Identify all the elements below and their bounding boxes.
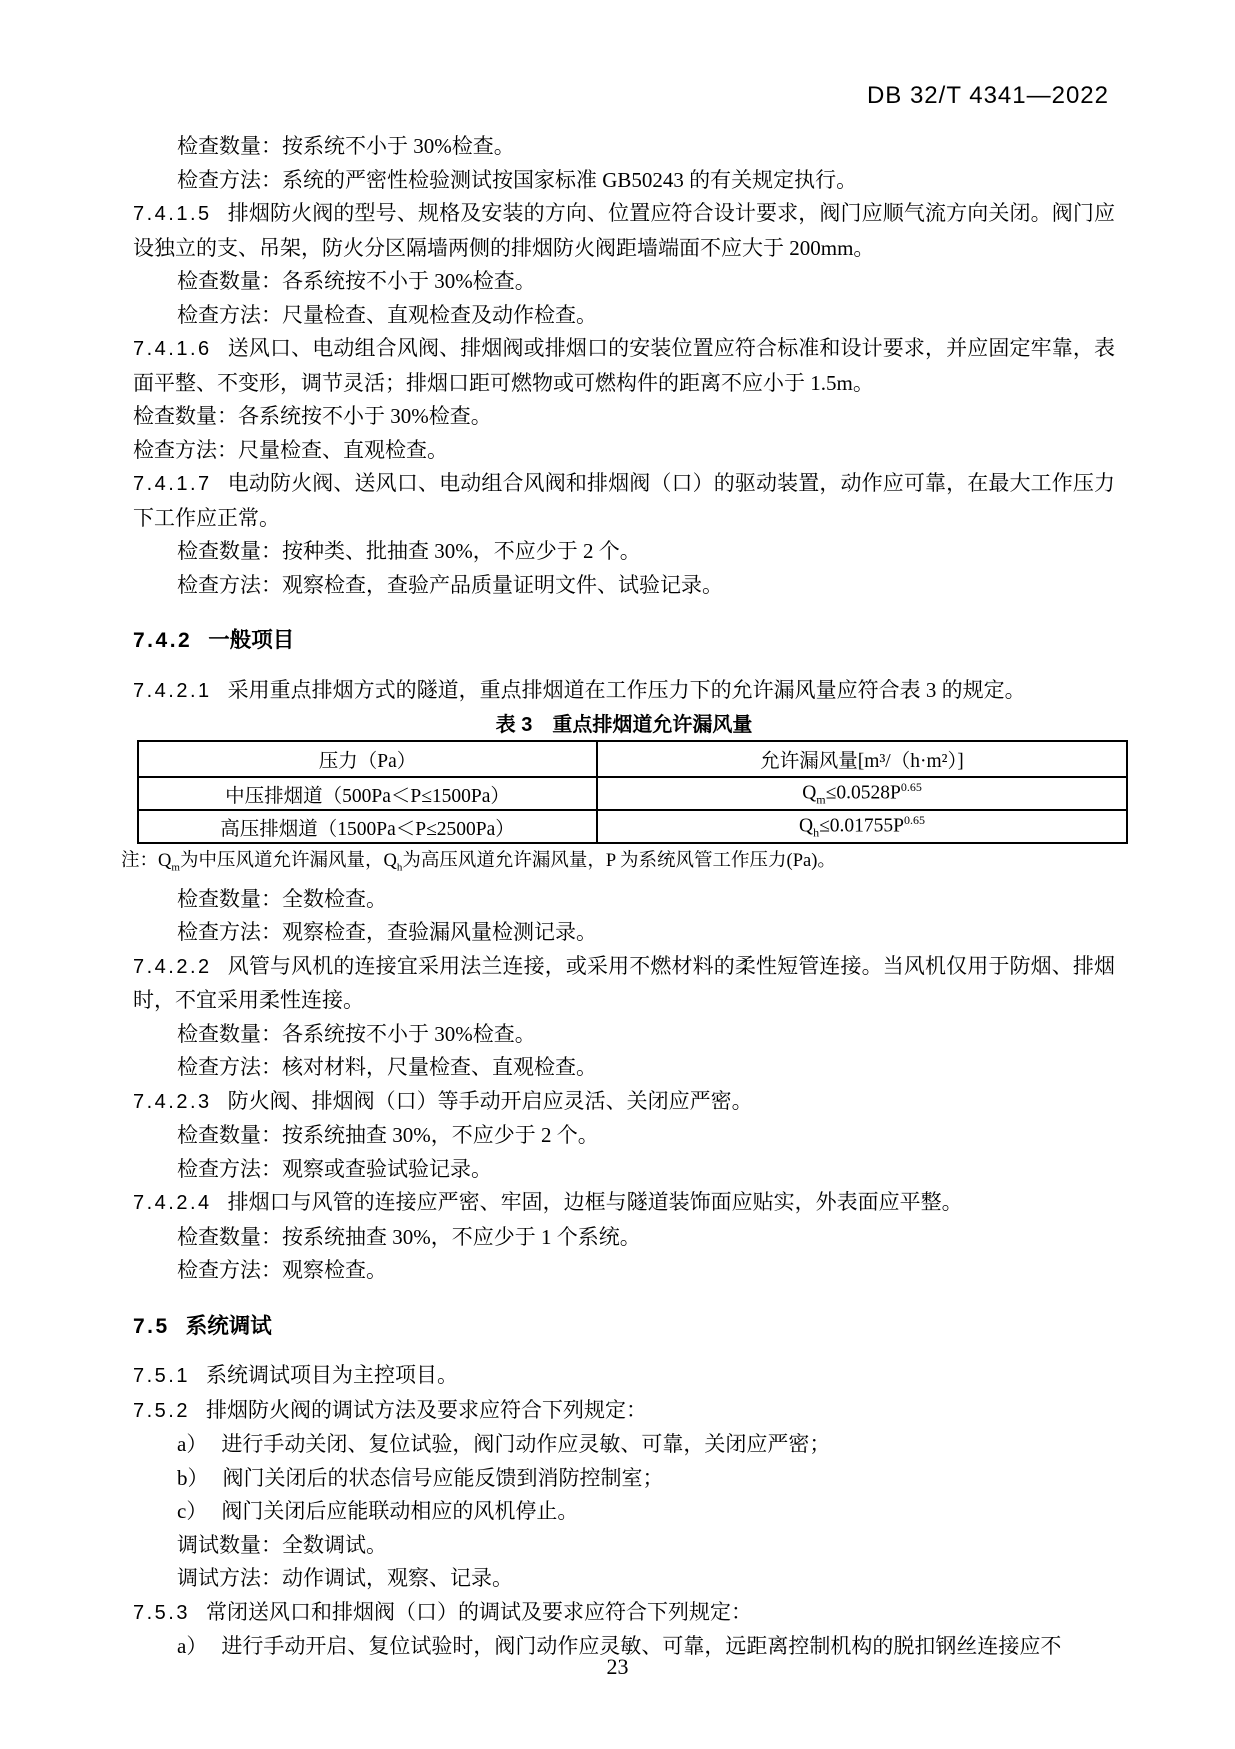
list-item-text: 进行手动开启、复位试验时，阀门动作应灵敏、可靠，远距离控制机构的脱扣钢丝连接应不 [221,1634,1062,1659]
check-quantity-line: 检查数量：各系统按不小于 30%检查。 [133,404,492,428]
clause-7423 [133,1085,1115,1120]
section-title: 一般项目 [208,628,295,652]
clause-number: 7.5.2 [133,1399,190,1422]
list-item-text: 阀门关闭后应能联动相应的风机停止。 [221,1499,579,1524]
formula-q-subscript: h [813,825,820,840]
clause-7421 [133,674,1115,709]
formula-body: ≤0.0528P [825,782,901,804]
page-number: 23 [606,1654,629,1679]
table3-row-medium-pressure [138,777,1127,810]
debug-quantity-line: 调试数量：全数调试。 [177,1532,387,1557]
section-heading-742 [133,624,1115,658]
clause-7422 [133,950,1115,1018]
list-item-c [133,1495,1115,1529]
check-quantity-line: 检查数量：各系统按不小于 30%检查。 [177,269,536,293]
clause-number: 7.4.2.1 [133,679,212,702]
clause-number: 7.4.2.4 [133,1192,212,1215]
clause-text: 常闭送风口和排烟阀（口）的调试及要求应符合下列规定： [205,1599,752,1624]
debug-method-line: 调试方法：动作调试，观察、记录。 [177,1566,513,1591]
list-item-a [133,1428,1115,1462]
note-part: 为高压风道允许漏风量，P 为系统风管工作压力(Pa)。 [402,851,836,871]
list-item-text: 阀门关闭后的状态信号应能反馈到消防控制室； [222,1465,664,1490]
clause-number: 7.4.1.7 [133,473,212,495]
clause-text: 采用重点排烟方式的隧道，重点排烟道在工作压力下的允许漏风量应符合表 3 的规定。 [227,677,1026,702]
leakage-formula-cell [597,810,1127,843]
clause-number: 7.5.3 [133,1601,190,1624]
clause-text: 排烟防火阀的型号、规格及安装的方向、位置应符合设计要求，阀门应顺气流方向关闭。阀门应设独立的支、吊架，防火分区隔墙两侧的排烟防火阀距墙端面不应大于 200mm。 [133,201,1115,260]
check-method-line: 检查方法：核对材料，尺量检查、直观检查。 [177,1055,597,1080]
list-item-text: 进行手动关闭、复位试验，阀门动作应灵敏、可靠，关闭应严密； [221,1432,831,1457]
document-code-header: DB 32/T 4341—2022 [866,82,1109,109]
check-quantity-line: 检查数量：按系统抽查 30%，不应少于 2 个。 [177,1123,599,1148]
section-number: 7.5 [133,1314,170,1338]
page-body [121,130,1115,1664]
check-quantity-line: 检查数量：各系统按不小于 30%检查。 [177,1021,536,1046]
clause-number: 7.4.2.3 [133,1090,212,1113]
clause-text: 风管与风机的连接宜采用法兰连接，或采用不燃材料的柔性短管连接。当风机仅用于防烟、排烟时，不宜采用柔性连接。 [133,953,1115,1013]
clause-text: 排烟防火阀的调试方法及要求应符合下列规定： [205,1397,647,1422]
section-heading-75 [133,1310,1115,1344]
check-quantity-line: 检查数量：按系统不小于 30%检查。 [177,134,515,158]
clause-7415 [133,197,1115,265]
note-subscript: h [396,861,403,874]
formula-body: ≤0.01755P [819,815,905,837]
list-item-label: a） [177,1432,208,1457]
note-subscript: m [171,861,180,874]
formula-q-subscript: m [816,792,826,807]
check-quantity-line: 检查数量：按种类、批抽查 30%，不应少于 2 个。 [177,539,641,563]
pressure-range-cell: 中压排烟道（500Pa＜P≤1500Pa） [138,777,597,810]
formula-exponent: 0.65 [900,779,922,794]
check-method-line: 检查方法：尺量检查、直观检查及动作检查。 [177,302,597,327]
clause-number: 7.4.1.6 [133,338,212,360]
clause-text: 排烟口与风管的连接应严密、牢固，边框与隧道装饰面应贴实，外表面应平整。 [227,1190,963,1215]
section-number: 7.4.2 [133,629,193,652]
list-item-label: b） [177,1465,209,1490]
check-method-line: 检查方法：观察检查，查验漏风量检测记录。 [177,920,597,945]
clause-number: 7.4.2.2 [133,955,212,978]
clause-text: 电动防火阀、送风口、电动组合风阀和排烟阀（口）的驱动装置，动作应可靠，在最大工作压力下工作应正常。 [133,471,1115,530]
clause-number: 7.5.1 [133,1365,190,1388]
check-quantity-line: 检查数量：按系统抽查 30%，不应少于 1 个系统。 [177,1224,641,1249]
formula-q: Q [798,815,814,837]
table3-note [121,849,1115,881]
list-item-label: c） [177,1499,208,1524]
formula-q: Q [802,782,817,804]
check-method-line: 检查方法：观察检查。 [177,1258,387,1283]
clause-7416 [133,332,1115,400]
note-part: 注：Q [121,851,172,871]
formula-exponent: 0.65 [904,812,926,827]
list-item-b [133,1462,1115,1496]
pressure-range-cell: 高压排烟道（1500Pa＜P≤2500Pa） [138,810,597,843]
clause-7424 [133,1186,1115,1221]
check-method-line: 检查方法：尺量检查、直观检查。 [133,437,448,462]
check-quantity-line: 检查数量：全数检查。 [177,886,387,911]
leakage-formula-cell [597,777,1127,810]
check-method-line: 检查方法：观察或查验试验记录。 [177,1156,492,1181]
note-part: 为中压风道允许漏风量，Q [179,851,397,871]
table3-header-row [138,741,1127,777]
table3-allowed-leakage [137,740,1128,844]
clause-text: 系统调试项目为主控项目。 [205,1363,458,1388]
section-title: 系统调试 [185,1313,272,1338]
clause-text: 防火阀、排烟阀（口）等手动开启应灵活、关闭应严密。 [227,1088,753,1113]
list-item-label: a） [177,1634,208,1659]
table3-row-high-pressure [138,810,1127,843]
table3-col1-header: 压力（Pa） [138,741,597,777]
clause-753 [133,1596,1115,1631]
table3-caption: 表 3 重点排烟道允许漏风量 [495,714,753,736]
check-method-line: 检查方法：观察检查，查验产品质量证明文件、试验记录。 [177,572,723,597]
clause-number: 7.4.1.5 [133,203,212,225]
table3-col2-header: 允许漏风量[m³/（h·m²）] [597,741,1127,777]
clause-7417 [133,467,1115,535]
clause-752 [133,1394,1115,1429]
clause-751 [133,1359,1115,1394]
clause-text: 送风口、电动组合风阀、排烟阀或排烟口的安装位置应符合标准和设计要求，并应固定牢靠，表面平整、不变形，调节灵活；排烟口距可燃物或可燃构件的距离不应小于 1.5m。 [133,336,1115,395]
check-method-line: 检查方法：系统的严密性检验测试按国家标准 GB50243 的有关规定执行。 [177,167,858,192]
